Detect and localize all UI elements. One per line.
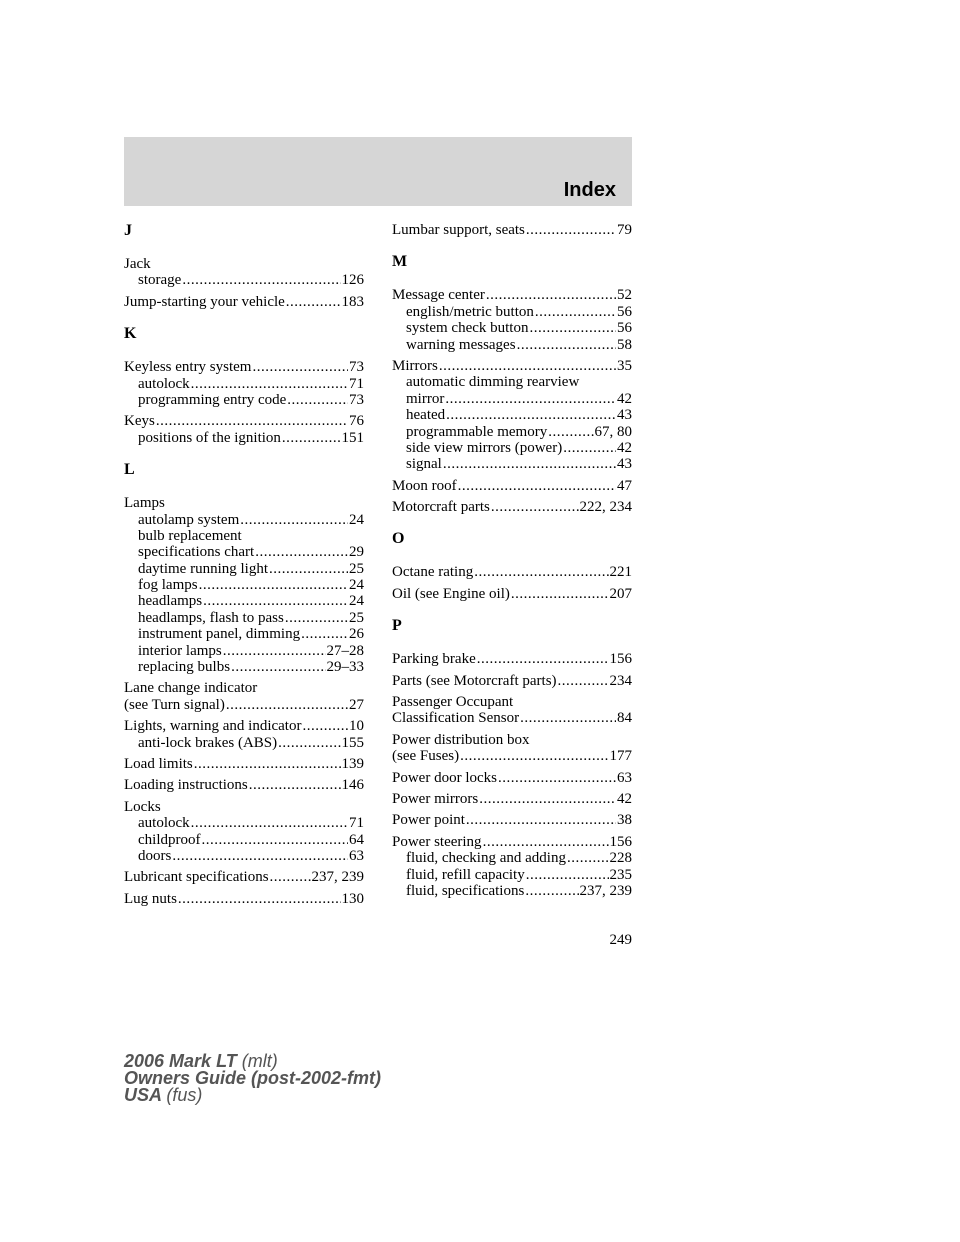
page-reference: 56: [617, 303, 632, 320]
index-subentry: [124, 659, 364, 675]
index-term: [124, 718, 364, 734]
page-reference: 38: [617, 812, 632, 829]
page-reference: 139: [341, 755, 364, 772]
index-term: [392, 358, 632, 374]
index-entry: [392, 287, 632, 353]
entry-text: Power steering: [392, 833, 482, 850]
entry-text: side view mirrors (power): [406, 439, 563, 456]
page-reference: 183: [341, 293, 364, 310]
entry-text: Lane change indicator: [124, 680, 258, 697]
dot-leader: [301, 626, 348, 642]
dot-leader: [563, 440, 616, 456]
entry-text: automatic dimming rearview: [406, 374, 580, 391]
index-term: [124, 756, 364, 772]
entry-text: Lubricant specifications: [124, 869, 269, 886]
entry-text: (see Turn signal): [124, 696, 225, 713]
dot-leader: [302, 718, 348, 734]
entry-text: daytime running light: [138, 560, 268, 577]
index-subentry: [124, 593, 364, 609]
page-reference: 58: [617, 336, 632, 353]
entry-text: interior lamps: [138, 642, 222, 659]
page-reference: 73: [349, 391, 364, 408]
page-reference: 10: [349, 718, 364, 735]
index-subentry: [124, 512, 364, 528]
index-term: [124, 294, 364, 310]
entry-text: instrument panel, dimming: [138, 626, 301, 643]
dot-leader: [249, 777, 341, 793]
index-column-left: [124, 222, 364, 912]
index-subentry: [392, 440, 632, 456]
dot-leader: [479, 791, 616, 807]
index-subentry: [392, 867, 632, 883]
page-reference: 177: [609, 748, 632, 765]
entry-text: Load limits: [124, 755, 193, 772]
dot-leader: [199, 577, 348, 593]
entry-text: anti-lock brakes (ABS): [138, 734, 278, 751]
page-reference: 24: [349, 577, 364, 594]
page-reference: 52: [617, 287, 632, 304]
index-term: [392, 770, 632, 786]
entry-text: system check button: [406, 320, 529, 337]
dot-leader: [526, 222, 616, 238]
index-term: [392, 478, 632, 494]
footer-title: 2006 Mark LT: [124, 1051, 237, 1071]
dot-leader: [460, 748, 608, 764]
entry-text: storage: [138, 272, 182, 289]
page-reference: 221: [609, 564, 632, 581]
entry-text: Power point: [392, 812, 465, 829]
entry-text: signal: [406, 456, 442, 473]
page-reference: 67, 80: [594, 423, 632, 440]
dot-leader: [486, 287, 616, 303]
page-reference: 64: [349, 831, 364, 848]
page-reference: 63: [349, 847, 364, 864]
entry-text: fluid, refill capacity: [406, 866, 525, 883]
index-entry: [392, 586, 632, 602]
index-term: [124, 359, 364, 375]
dot-leader: [525, 883, 578, 899]
page-number: 249: [609, 932, 632, 948]
index-term: [124, 680, 364, 696]
index-column-right: [392, 222, 632, 904]
page-reference: 26: [349, 626, 364, 643]
index-subentry: [124, 815, 364, 831]
dot-leader: [520, 710, 616, 726]
index-term: [124, 697, 364, 713]
page-reference: 228: [609, 850, 632, 867]
dot-leader: [535, 304, 616, 320]
index-term: [392, 287, 632, 303]
index-subentry: [124, 577, 364, 593]
index-term: [392, 651, 632, 667]
index-term: [392, 748, 632, 764]
index-entry: [392, 732, 632, 765]
entry-text: Passenger Occupant: [392, 694, 514, 711]
index-subentry: [392, 320, 632, 336]
entry-text: Lumbar support, seats: [392, 222, 525, 238]
entry-text: Lug nuts: [124, 890, 177, 907]
entry-text: autolock: [138, 815, 190, 832]
page-reference: 146: [341, 777, 364, 794]
index-term: [392, 710, 632, 726]
index-term: [124, 777, 364, 793]
index-subentry: [392, 883, 632, 899]
page-reference: 42: [617, 390, 632, 407]
entry-text: headlamps, flash to pass: [138, 609, 284, 626]
page-reference: 237, 239: [311, 869, 364, 886]
index-subentry: [392, 850, 632, 866]
page-reference: 27: [349, 696, 364, 713]
entry-text: Jack: [124, 256, 151, 272]
index-entry: [392, 564, 632, 580]
page-reference: 73: [349, 359, 364, 376]
entry-text: fog lamps: [138, 577, 198, 594]
dot-leader: [445, 391, 616, 407]
dot-leader: [458, 478, 616, 494]
section-header-band: [124, 137, 632, 206]
footer-title: Owners Guide (post-2002-fmt): [124, 1068, 382, 1088]
dot-leader: [182, 272, 340, 288]
page-reference: 25: [349, 609, 364, 626]
page-reference: 35: [617, 357, 632, 374]
index-subentry: [392, 304, 632, 320]
index-subentry: [124, 528, 364, 544]
dot-leader: [287, 392, 348, 408]
index-subentry: [392, 407, 632, 423]
entry-text: programming entry code: [138, 391, 287, 408]
entry-text: programmable memory: [406, 423, 548, 440]
index-subentry: [124, 610, 364, 626]
entry-text: Oil (see Engine oil): [392, 585, 510, 602]
index-entry: [392, 770, 632, 786]
entry-text: heated: [406, 407, 446, 424]
dot-leader: [282, 430, 341, 446]
entry-text: Power door locks: [392, 769, 497, 786]
entry-text: english/metric button: [406, 303, 534, 320]
index-subentry: [124, 376, 364, 392]
entry-text: bulb replacement: [138, 527, 242, 544]
dot-leader: [567, 850, 609, 866]
dot-leader: [477, 651, 609, 667]
page-reference: 71: [349, 375, 364, 392]
entry-text: doors: [138, 847, 172, 864]
dot-leader: [278, 735, 340, 751]
dot-leader: [231, 659, 325, 675]
entry-text: Loading instructions: [124, 777, 248, 794]
index-term: [392, 499, 632, 515]
footer-title: USA: [124, 1085, 162, 1105]
page-reference: 79: [617, 222, 632, 238]
page-reference: 43: [617, 407, 632, 424]
index-entry: [124, 680, 364, 713]
entry-text: specifications chart: [138, 544, 255, 561]
entry-text: Lights, warning and indicator: [124, 718, 302, 735]
page-reference: 24: [349, 593, 364, 610]
footer-code: (mlt): [241, 1051, 278, 1071]
index-entry: [124, 869, 364, 885]
index-term: [392, 812, 632, 828]
footer-code: (fus): [166, 1085, 203, 1105]
index-subentry: [124, 561, 364, 577]
entry-text: positions of the ignition: [138, 429, 281, 446]
footer-line: [124, 1087, 381, 1104]
entry-text: childproof: [138, 831, 201, 848]
section-letter: L: [124, 461, 135, 479]
dot-leader: [446, 407, 616, 423]
dot-leader: [178, 891, 341, 907]
dot-leader: [439, 358, 616, 374]
index-term: [392, 694, 632, 710]
entry-text: Parts (see Motorcraft parts): [392, 672, 557, 689]
page-reference: 126: [341, 272, 364, 289]
index-subentry: [124, 735, 364, 751]
index-term: [124, 256, 364, 272]
page-reference: 237, 239: [579, 882, 632, 899]
index-term: [124, 413, 364, 429]
entry-text: Keys: [124, 413, 155, 430]
dot-leader: [203, 593, 348, 609]
dot-leader: [191, 376, 348, 392]
entry-text: replacing bulbs: [138, 659, 231, 676]
index-entry: [392, 673, 632, 689]
dot-leader: [474, 564, 608, 580]
dot-leader: [511, 586, 609, 602]
dot-leader: [558, 673, 609, 689]
dot-leader: [443, 456, 616, 472]
page-reference: 207: [609, 585, 632, 602]
index-term: [392, 732, 632, 748]
page-reference: 24: [349, 511, 364, 528]
index-entry: [124, 777, 364, 793]
dot-leader: [156, 413, 348, 429]
section-letter: P: [392, 617, 402, 635]
page-reference: 71: [349, 815, 364, 832]
page-reference: 56: [617, 320, 632, 337]
dot-leader: [252, 359, 348, 375]
index-subentry: [392, 456, 632, 472]
index-subentry: [124, 272, 364, 288]
entry-text: mirror: [406, 390, 445, 407]
page-reference: 63: [617, 769, 632, 786]
entry-text: Motorcraft parts: [392, 499, 490, 516]
dot-leader: [255, 544, 348, 560]
index-term: [392, 834, 632, 850]
index-entry: [392, 499, 632, 515]
index-subentry: [392, 391, 632, 407]
entry-text: fluid, specifications: [406, 882, 525, 899]
index-entry: [124, 359, 364, 408]
document-footer: [124, 1053, 381, 1104]
entry-text: Locks: [124, 798, 161, 815]
entry-text: autolock: [138, 375, 190, 392]
index-entry: [392, 834, 632, 900]
dot-leader: [498, 770, 616, 786]
dot-leader: [491, 499, 579, 515]
index-entry: [124, 256, 364, 289]
dot-leader: [226, 697, 348, 713]
section-letter: O: [392, 530, 405, 548]
index-term: [392, 586, 632, 602]
entry-text: Lamps: [124, 495, 165, 512]
page-reference: 29: [349, 544, 364, 561]
index-subentry: [124, 832, 364, 848]
page-reference: 156: [609, 651, 632, 668]
index-entry: [392, 222, 632, 238]
page-reference: 84: [617, 710, 632, 727]
index-subentry: [124, 643, 364, 659]
index-entry: [392, 358, 632, 473]
index-entry: [392, 812, 632, 828]
dot-leader: [201, 832, 348, 848]
index-subentry: [392, 374, 632, 390]
entry-text: warning messages: [406, 336, 516, 353]
entry-text: Mirrors: [392, 357, 438, 374]
index-entry: [124, 891, 364, 907]
index-term: [392, 564, 632, 580]
index-subentry: [392, 337, 632, 353]
index-term: [124, 799, 364, 815]
page-reference: 151: [341, 429, 364, 446]
page-reference: 29–33: [326, 659, 364, 676]
page-reference: 47: [617, 477, 632, 494]
page-reference: 130: [341, 890, 364, 907]
page-reference: 42: [617, 790, 632, 807]
index-entry: [392, 651, 632, 667]
index-subentry: [124, 392, 364, 408]
index-entry: [124, 756, 364, 772]
index-term: [392, 673, 632, 689]
entry-text: Power distribution box: [392, 731, 530, 748]
entry-text: Keyless entry system: [124, 359, 252, 376]
page-reference: 42: [617, 439, 632, 456]
entry-text: headlamps: [138, 593, 203, 610]
index-entry: [392, 478, 632, 494]
page-reference: 25: [349, 560, 364, 577]
dot-leader: [223, 643, 326, 659]
index-subentry: [124, 848, 364, 864]
index-entry: [392, 791, 632, 807]
entry-text: Power mirrors: [392, 790, 479, 807]
index-entry: [124, 495, 364, 675]
page-reference: 234: [609, 672, 632, 689]
entry-text: fluid, checking and adding: [406, 850, 566, 867]
dot-leader: [466, 812, 616, 828]
entry-text: Classification Sensor: [392, 710, 520, 727]
index-entry: [124, 413, 364, 446]
index-term: [124, 891, 364, 907]
dot-leader: [270, 869, 311, 885]
dot-leader: [172, 848, 348, 864]
entry-text: (see Fuses): [392, 748, 460, 765]
index-entry: [124, 799, 364, 865]
page-reference: 27–28: [326, 642, 364, 659]
index-entry: [124, 294, 364, 310]
entry-text: Parking brake: [392, 651, 476, 668]
index-subentry: [392, 424, 632, 440]
entry-text: Octane rating: [392, 564, 474, 581]
index-subentry: [124, 626, 364, 642]
dot-leader: [548, 424, 593, 440]
entry-text: autolamp system: [138, 511, 240, 528]
section-letter: J: [124, 222, 132, 239]
dot-leader: [191, 815, 348, 831]
dot-leader: [529, 320, 616, 336]
page-reference: 155: [341, 734, 364, 751]
entry-text: Moon roof: [392, 477, 457, 494]
dot-leader: [269, 561, 348, 577]
dot-leader: [526, 867, 609, 883]
page-reference: 43: [617, 456, 632, 473]
index-subentry: [124, 430, 364, 446]
entry-text: Message center: [392, 287, 485, 304]
entry-text: Jump-starting your vehicle: [124, 293, 285, 310]
section-letter: K: [124, 325, 137, 343]
index-term: [392, 222, 632, 238]
section-title: Index: [563, 179, 616, 201]
dot-leader: [483, 834, 609, 850]
page-reference: 76: [349, 413, 364, 430]
dot-leader: [240, 512, 348, 528]
section-letter: M: [392, 253, 408, 271]
dot-leader: [517, 337, 616, 353]
index-term: [124, 495, 364, 511]
index-entry: [124, 718, 364, 751]
index-term: [392, 791, 632, 807]
index-subentry: [124, 544, 364, 560]
index-term: [124, 869, 364, 885]
dot-leader: [194, 756, 341, 772]
page-reference: 222, 234: [579, 499, 632, 516]
index-entry: [392, 694, 632, 727]
dot-leader: [286, 294, 341, 310]
page-reference: 156: [609, 833, 632, 850]
dot-leader: [285, 610, 348, 626]
page-reference: 235: [609, 866, 632, 883]
